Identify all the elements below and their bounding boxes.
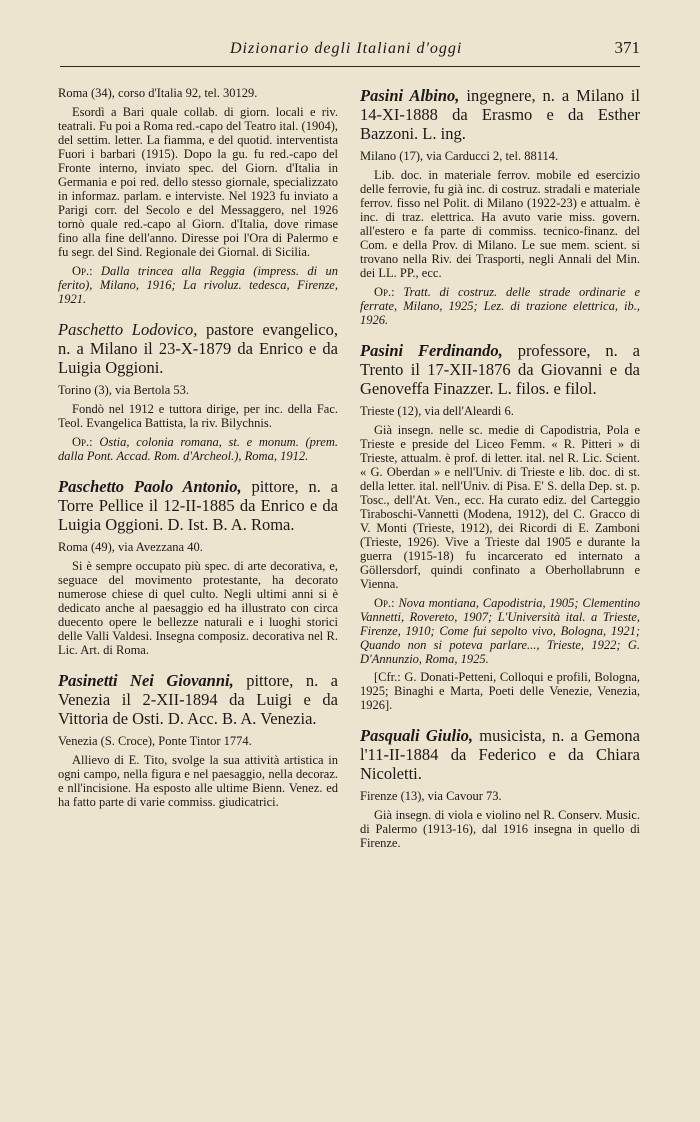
works-text: Dalla trincea alla Reggia (impress. di un ferito), Milano, 1916; La rivoluz. tedesca, Firenze, 1921. xyxy=(58,264,339,306)
running-title: Dizionario degli Italiani d'oggi xyxy=(230,40,463,57)
entry-pasini-ferdinando xyxy=(360,341,640,712)
entry-heading xyxy=(360,341,640,398)
entry-address: Venezia (S. Croce), Ponte Tintor 1774. xyxy=(58,734,252,748)
entry-description: pittore, n. a Torre Pellice il 12-II-1885 da Enrico e da Luigia Oggioni. D. Ist. B. A. Roma. xyxy=(58,477,338,534)
right-column xyxy=(360,86,640,864)
entry-description: professore, n. a Trento il 17-XII-1876 da Giovanni e da Genoveffa Finazzer. L. filos. e filol. xyxy=(360,341,640,398)
works-label: Op.: xyxy=(72,264,93,278)
page-number: 371 xyxy=(614,38,640,57)
entry-works xyxy=(58,435,338,463)
entry-body: Fondò nel 1912 e tuttora dirige, per inc. della Fac. Teol. Evangelica Battista, la riv. Bilychnis. xyxy=(58,402,338,430)
entry-body: Esordì a Bari quale collab. di giorn. locali e riv. teatrali. Fu poi a Roma red.-capo del Teatro ital. (1904), del settim. letter. La fiamma, e del quotid. interventista Fuori i barbari (1915). Dopo la gu. fu red.-capo del Fronte interno, inviato spec. del Giorn. d'Italia in Germania e poi red. dello stesso giornale, specializzato in informaz. parlam. e interviste. Nel 1923 fu inviato a Parigi corr. del Secolo e del Messaggero, nel 1926 tornò quale red.-capo al Giorn. d'Italia, dove rimase fino alla fine dell'anno. Diresse poi l'Ora di Palermo e fu segr. del Sind. Regionale dei Giornal. di Sicilia. xyxy=(58,105,338,259)
entry-description: pastore evangelico, n. a Milano il 23-X-1879 da Enrico e da Luigia Oggioni. xyxy=(58,320,338,377)
entry-paschetto-lodovico xyxy=(58,320,338,463)
entry-pasquali-giulio xyxy=(360,726,640,850)
page-header xyxy=(60,36,640,67)
entry-address: Torino (3), via Bertola 53. xyxy=(58,383,190,397)
works-label: Op.: xyxy=(374,285,395,299)
entry-address: Roma (49), via Avezzana 40. xyxy=(58,540,203,554)
entry-body: Si è sempre occupato più spec. di arte decorativa, e, seguace del movimento protestante, ha decorato numerose chiese di quel culto. Negli ultimi anni si è dedicato anche al paesaggio ed ha illustrato con circa duecento opere le bellezze naturali e i luoghi storici delle Valli Valdesi. Insegna composiz. decorativa nel R. Lic. Art. di Roma. xyxy=(58,559,338,657)
works-label: Op.: xyxy=(72,435,93,449)
entry-name: Paschetto Paolo Antonio, xyxy=(58,477,242,496)
left-column xyxy=(58,86,338,823)
entry-body: Lib. doc. in materiale ferrov. mobile ed esercizio delle ferrovie, fu già inc. di costruz. stradali e materiale ferrov. fisso nel Polit. di Milano (1922-23) e attualm. è inc. di traz. elettrica. Ha avuto varie miss. govern. all'estero e fa parte di commiss. tecnico-finanz. del Com. e della Prov. di Milano. Le sue mem. scient. si trovano nella Riv. dei Trasporti, negli Annali del Min. dei LL. PP., ecc. xyxy=(360,168,640,280)
entry-heading xyxy=(360,726,640,783)
entry-references: [Cfr.: G. Donati-Petteni, Colloqui e profili, Bologna, 1925; Binaghi e Marta, Poeti delle Venezie, Venezia, 1926]. xyxy=(360,670,640,712)
entry-heading xyxy=(58,671,338,728)
entry-name: Pasini Albino, xyxy=(360,86,460,105)
entry-pasinetti xyxy=(58,671,338,809)
entry-name: Pasquali Giulio, xyxy=(360,726,474,745)
entry-address: Trieste (12), via dell'Aleardi 6. xyxy=(360,404,514,418)
entry-address: Roma (34), corso d'Italia 92, tel. 30129. xyxy=(58,86,258,100)
entry-description: pittore, n. a Venezia il 2-XII-1894 da Luigi e da Vittoria de Osti. D. Acc. B. A. Venezia. xyxy=(58,671,339,728)
works-text: Ostia, colonia romana, st. e monum. (prem. dalla Pont. Accad. Rom. d'Archeol.), Roma, 1912. xyxy=(58,435,339,463)
entry-body: Allievo di E. Tito, svolge la sua attività artistica in ogni campo, nella figura e nel paesaggio, nella decoraz. e nll'incisione. Ha esposto alle ultime Bienn. Venez. ed ha fatto parte di varie commiss. giudicatrici. xyxy=(58,753,338,809)
entry-description: ingegnere, n. a Milano il 14-XI-1888 da Erasmo e da Esther Bazzoni. L. ing. xyxy=(360,86,640,143)
entry-name: Pasinetti Nei Giovanni, xyxy=(58,671,234,690)
entry-works xyxy=(360,285,640,327)
entry-heading xyxy=(58,320,338,377)
entry-body: Già insegn. di viola e violino nel R. Conserv. Music. di Palermo (1913-16), dal 1916 insegna in quello di Firenze. xyxy=(360,808,640,850)
entry-continued xyxy=(58,86,338,306)
entry-address: Milano (17), via Carducci 2, tel. 88114. xyxy=(360,149,559,163)
entry-paschetto-paolo xyxy=(58,477,338,657)
entry-description: musicista, n. a Gemona l'11-II-1884 da Federico e da Chiara Nicoletti. xyxy=(360,726,641,783)
works-text: Nova montiana, Capodistria, 1905; Clementino Vannetti, Rovereto, 1907; L'Università ital. a Trieste, Firenze, 1910; Come fui sepolto vivo, Bologna, 1921; Quando non si poteva parlare..., Trieste, 1922; G. D'Annunzio, Roma, 1925. xyxy=(360,596,640,666)
works-text: Tratt. di costruz. delle strade ordinarie e ferrate, Milano, 1925; Lez. di trazione elettrica, ib., 1926. xyxy=(360,285,641,327)
entry-works xyxy=(360,596,640,666)
entry-heading xyxy=(58,477,338,534)
works-label: Op.: xyxy=(374,596,395,610)
entry-works xyxy=(58,264,338,306)
entry-pasini-albino xyxy=(360,86,640,327)
entry-name: Paschetto Lodovico, xyxy=(58,320,198,339)
entry-name: Pasini Ferdinando, xyxy=(360,341,503,360)
entry-body: Già insegn. nelle sc. medie di Capodistria, Pola e Trieste e preside del Liceo Femm. « R. Pitteri » di Trieste, attualm. è prof. di letter. ital. nel R. Lic. Scient. « G. Oberdan » e nell'Univ. di Trieste e lib. doc. di st. della letter. ital. nell'Univ. di Pisa. E' S. della Dep. st. p. Tosc., dell'At. Ven., ecc. Ha curato ediz. del Carteggio Tiraboschi-Vannetti (Modena, 1912), del C. Gracco di V. Monti (Trieste, 1912), dei Ricordi di E. Zamboni (Trieste, 1926). Vive a Trieste dal 1905 e durante la guerra (1915-18) fu incarcerato ed internato a Göllersdorf, quindi confinato a Oberhollabrunn e Vienna. xyxy=(360,423,640,591)
entry-address: Firenze (13), via Cavour 73. xyxy=(360,789,502,803)
entry-heading xyxy=(360,86,640,143)
